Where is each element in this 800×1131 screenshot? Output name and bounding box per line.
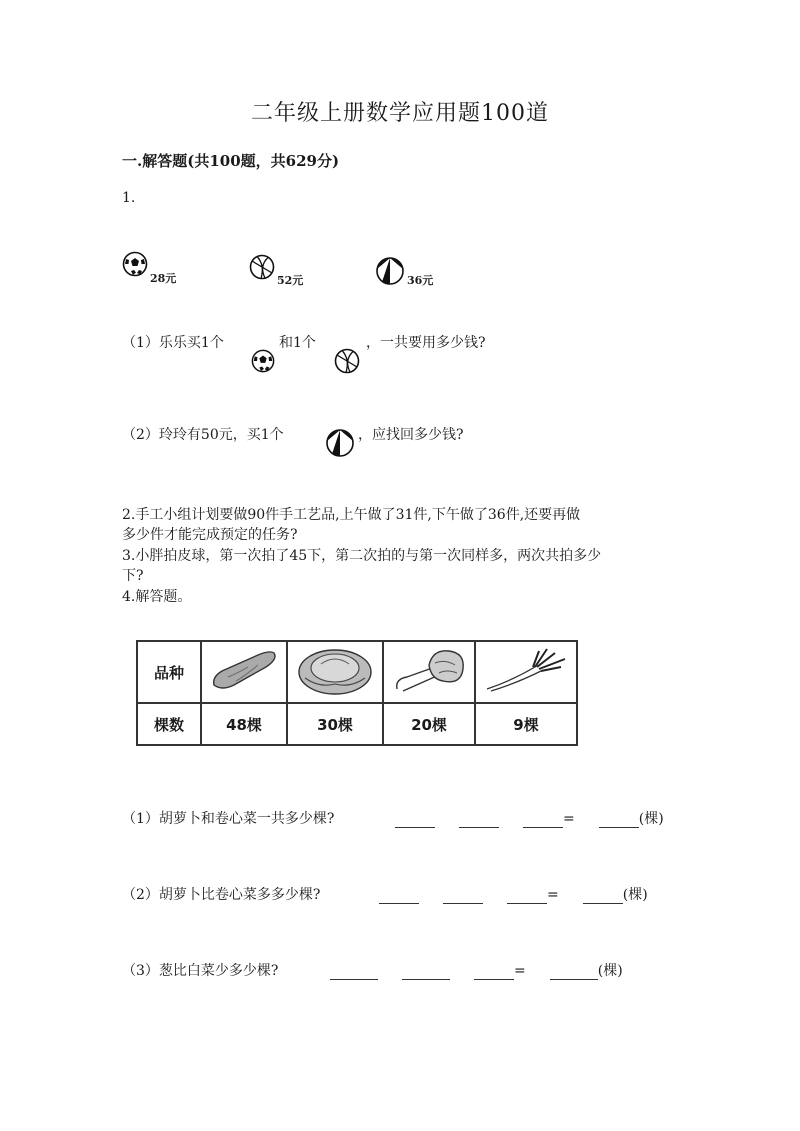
equals-sign: =	[547, 887, 559, 903]
cabbage-icon	[287, 641, 383, 703]
q1-sub2-part-a: （2）玲玲有50元，买1个	[122, 427, 284, 443]
answer-blank[interactable]	[507, 889, 547, 904]
q4-sub1-answer-line	[395, 808, 664, 828]
q1-sub2-part-b: ，应找回多少钱?	[358, 427, 464, 443]
unit-label: (棵)	[597, 963, 623, 979]
q1-sub1-part-a: （1）乐乐买1个	[122, 335, 224, 351]
question-4-label: 4.解答题。	[122, 589, 192, 605]
row-header-count: 棵数	[137, 703, 201, 745]
answer-blank[interactable]	[523, 813, 563, 828]
question-1-number: 1.	[122, 190, 136, 206]
q4-sub2-text: （2）胡萝卜比卷心菜多多少棵?	[122, 887, 321, 903]
answer-blank[interactable]	[459, 813, 499, 828]
answer-blank[interactable]	[583, 889, 623, 904]
answer-blank[interactable]	[474, 965, 514, 980]
bok-choy-icon	[383, 641, 475, 703]
question-3-line-2: 下?	[122, 568, 144, 584]
bok-choy-count: 20棵	[383, 703, 475, 745]
equals-sign: =	[563, 811, 575, 827]
question-2-line-2: 多少件才能完成预定的任务?	[122, 527, 298, 543]
basketball-icon	[249, 253, 275, 281]
q1-sub1-part-b: 和1个	[279, 335, 316, 351]
unit-label: (棵)	[638, 811, 664, 827]
question-3-line-1: 3.小胖拍皮球，第一次拍了45下，第二次拍的与第一次同样多，两次共拍多少	[122, 548, 602, 564]
answer-blank[interactable]	[379, 889, 419, 904]
beach-ball-icon	[325, 427, 355, 459]
unit-label: (棵)	[622, 887, 648, 903]
cabbage-count: 30棵	[287, 703, 383, 745]
basketball-price: 52元	[277, 274, 304, 287]
equals-sign: =	[514, 963, 526, 979]
answer-blank[interactable]	[402, 965, 450, 980]
beach-ball-price: 36元	[407, 274, 434, 287]
q4-sub3-text: （3）葱比白菜少多少棵?	[122, 963, 279, 979]
soccer-ball-icon	[251, 348, 275, 374]
answer-blank[interactable]	[395, 813, 435, 828]
q4-sub1-text: （1）胡萝卜和卷心菜一共多少棵?	[122, 811, 335, 827]
beach-ball-icon	[375, 255, 405, 287]
question-2-line-1: 2.手工小组计划要做90件手工艺品,上午做了31件,下午做了36件,还要再做	[122, 507, 581, 523]
q1-sub1-part-c: ，一共要用多少钱?	[366, 335, 486, 351]
scallion-count: 9棵	[475, 703, 577, 745]
answer-blank[interactable]	[443, 889, 483, 904]
table-row	[137, 703, 577, 745]
soccer-ball-price: 28元	[150, 272, 177, 285]
carrot-count: 48棵	[201, 703, 287, 745]
table-row	[137, 641, 577, 703]
carrot-icon	[201, 641, 287, 703]
q4-sub3-answer-line	[330, 960, 623, 980]
scallion-icon	[475, 641, 577, 703]
answer-blank[interactable]	[550, 965, 598, 980]
basketball-icon	[334, 346, 360, 376]
vegetable-table	[136, 640, 578, 746]
answer-blank[interactable]	[599, 813, 639, 828]
section-header: 一.解答题(共100题，共629分)	[122, 152, 340, 170]
row-header-variety: 品种	[137, 641, 201, 703]
q4-sub2-answer-line	[379, 884, 648, 904]
page-title: 二年级上册数学应用题100道	[251, 101, 549, 126]
answer-blank[interactable]	[330, 965, 378, 980]
soccer-ball-icon	[122, 250, 148, 278]
